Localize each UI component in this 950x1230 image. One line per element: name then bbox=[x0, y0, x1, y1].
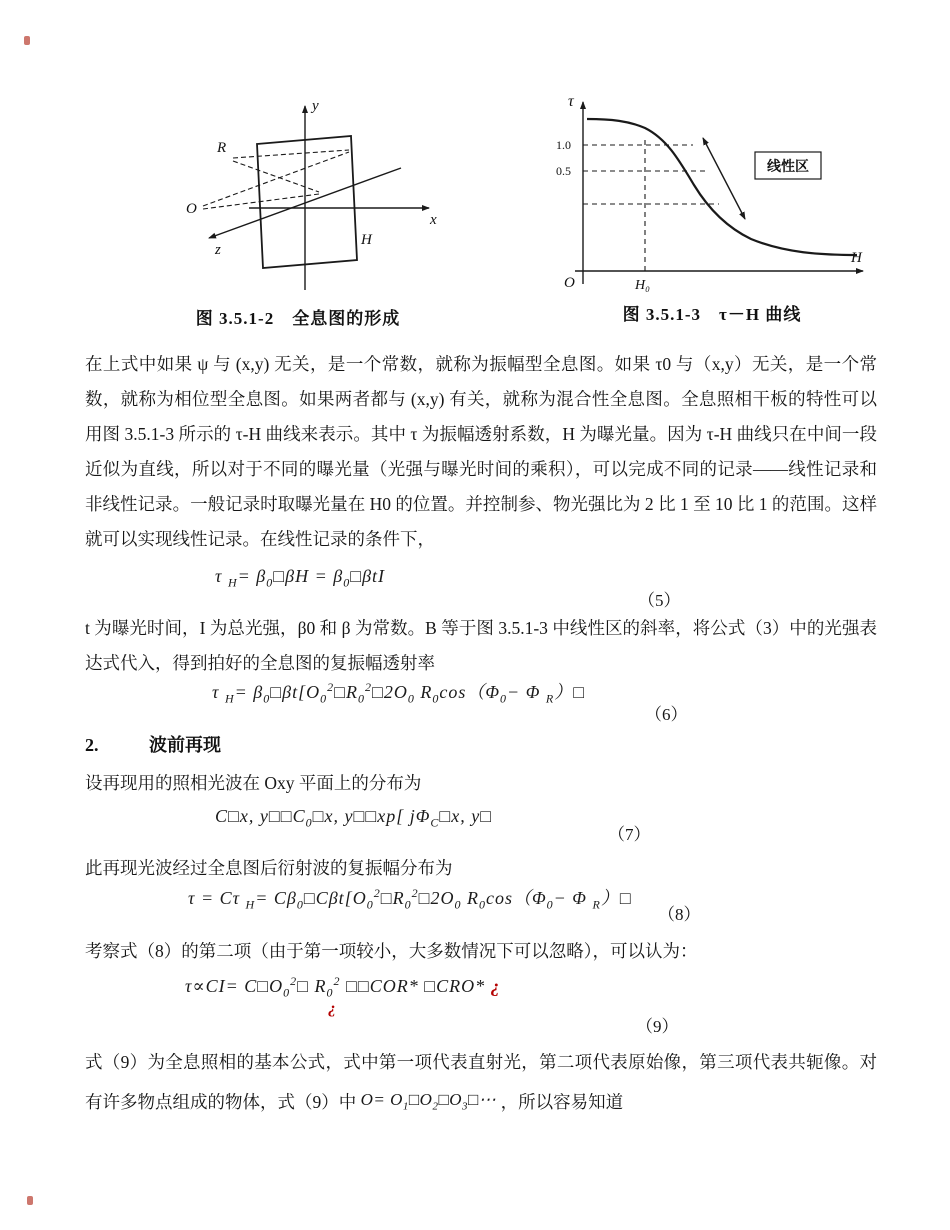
axis-label-h: H bbox=[850, 250, 862, 266]
label-h0: H₀ bbox=[634, 278, 650, 293]
equation-7-number: （7） bbox=[608, 825, 651, 844]
axis-label-x: x bbox=[430, 212, 437, 228]
guide-dashed-lines bbox=[583, 140, 719, 271]
tau-h-curve-diagram bbox=[545, 88, 880, 293]
equation-8-number: （8） bbox=[658, 905, 701, 924]
red-scan-mark-top bbox=[24, 36, 30, 45]
red-scan-mark-bottom bbox=[27, 1196, 33, 1205]
paragraph-6-text-b: ，所以容易知道 bbox=[496, 1092, 624, 1112]
axis-label-tau: τ bbox=[567, 93, 574, 110]
label-object-point: O bbox=[186, 201, 197, 217]
equation-9: $\tau\propto CI= C□O_0^2□$ $R_0^2$ □□COR* □CRO* ¿ bbox=[185, 974, 501, 1000]
paragraph-6 bbox=[85, 1042, 877, 1129]
equation-9-number: （9） bbox=[636, 1017, 679, 1036]
label-linear-region: 线性区 bbox=[766, 160, 809, 175]
axis-label-y: y bbox=[312, 98, 319, 114]
section-number: 2. bbox=[85, 735, 99, 755]
tick-label-0-5: 0.5 bbox=[555, 164, 571, 178]
equation-6-number: （6） bbox=[645, 705, 688, 724]
figure-1-caption: 图 3.5.1-2 全息图的形成 bbox=[195, 309, 401, 328]
label-plate-h: H bbox=[361, 232, 372, 248]
paragraph-1: 在上式中如果 ψ 与 (x,y) 无关，是一个常数，就称为振幅型全息图。如果 τ0 与（x,y）无关，是一个常数，就称为相位型全息图。如果两者都与 (x,y) 有关，就称为混合性全息图。全息照相干板的特性可以用图 3.5.1-3 所示的 τ-H 曲线来表示。其中 τ 为振幅透射系数，H 为曝光量。因为 τ-H 曲线只在中间一段近似为直线，所以对于不同的曝光量（光强与曝光时间的乘积），可以完成不同的记录——线性记录和非线性记录。一般记录时取曝光量在 H0 的位置。并控制参、物光强比为 2 比 1 至 10 比 1 的范围。这样就可以实现线性记录。在线性记录的条件下， bbox=[85, 354, 877, 549]
equation-7: C□x, $y□□C_0□x$, y□□xp[ $j\Phi_C□x$, y□ bbox=[215, 806, 493, 830]
equation-8: τ = Cτ $_H= C\beta_0□C\beta t[O_0^2□R_0^2□2O_0$ $R_0\cos(\Phi_0- \Phi$ $_R$）□ bbox=[188, 886, 632, 912]
inline-formula-o-sum: $O= O_1□O_2□O_3□\cdots$ bbox=[360, 1090, 497, 1113]
equation-9-red-mark: ¿ bbox=[328, 1000, 336, 1017]
label-origin: O bbox=[563, 275, 575, 291]
section-heading-wavefront-reconstruction bbox=[85, 731, 221, 757]
tick-label-1-0: 1.0 bbox=[555, 138, 571, 152]
label-reference-beam: R bbox=[217, 140, 227, 156]
figure-2-caption: 图 3.5.1-3 τ－H 曲线 bbox=[622, 305, 802, 324]
paragraph-6-text-a: 式（9）为全息照相的基本公式，式中第一项代表直射光，第二项代表原始像，第三项代表共轭像。对有许多物点组成的物体，式（9）中 bbox=[85, 1052, 877, 1112]
axis-label-z: z bbox=[215, 242, 221, 258]
tau-h-curve bbox=[587, 119, 857, 255]
equation-6: τ $_H= \beta_0□\beta t[O_0^2□R_0^2□2O_0$ $R_0\cos(\Phi_0- \Phi$ $_R$）□ bbox=[212, 680, 586, 706]
paragraph-3: 设再现用的照相光波在 Oxy 平面上的分布为 bbox=[85, 773, 422, 793]
figure-hologram-formation bbox=[148, 92, 448, 329]
equation-5: τ $_H= \beta_0□\beta H$ = $\beta_0□\beta tI$ bbox=[215, 566, 386, 590]
equation-5-number: （5） bbox=[638, 591, 681, 610]
object-reference-rays bbox=[203, 150, 349, 209]
paragraph-2: t 为曝光时间，I 为总光强，β0 和 β 为常数。B 等于图 3.5.1-3 中线性区的斜率，将公式（3）中的光强表达式代入，得到拍好的全息图的复振幅透射率 bbox=[85, 618, 877, 673]
paragraph-5: 考察式（8）的第二项（由于第一项较小，大多数情况下可以忽略），可以认为： bbox=[85, 941, 698, 961]
hologram-formation-diagram bbox=[153, 92, 443, 297]
figure-tau-h-curve bbox=[542, 88, 882, 325]
section-title: 波前再现 bbox=[149, 735, 221, 755]
paragraph-4: 此再现光波经过全息图后衍射波的复振幅分布为 bbox=[85, 858, 453, 878]
